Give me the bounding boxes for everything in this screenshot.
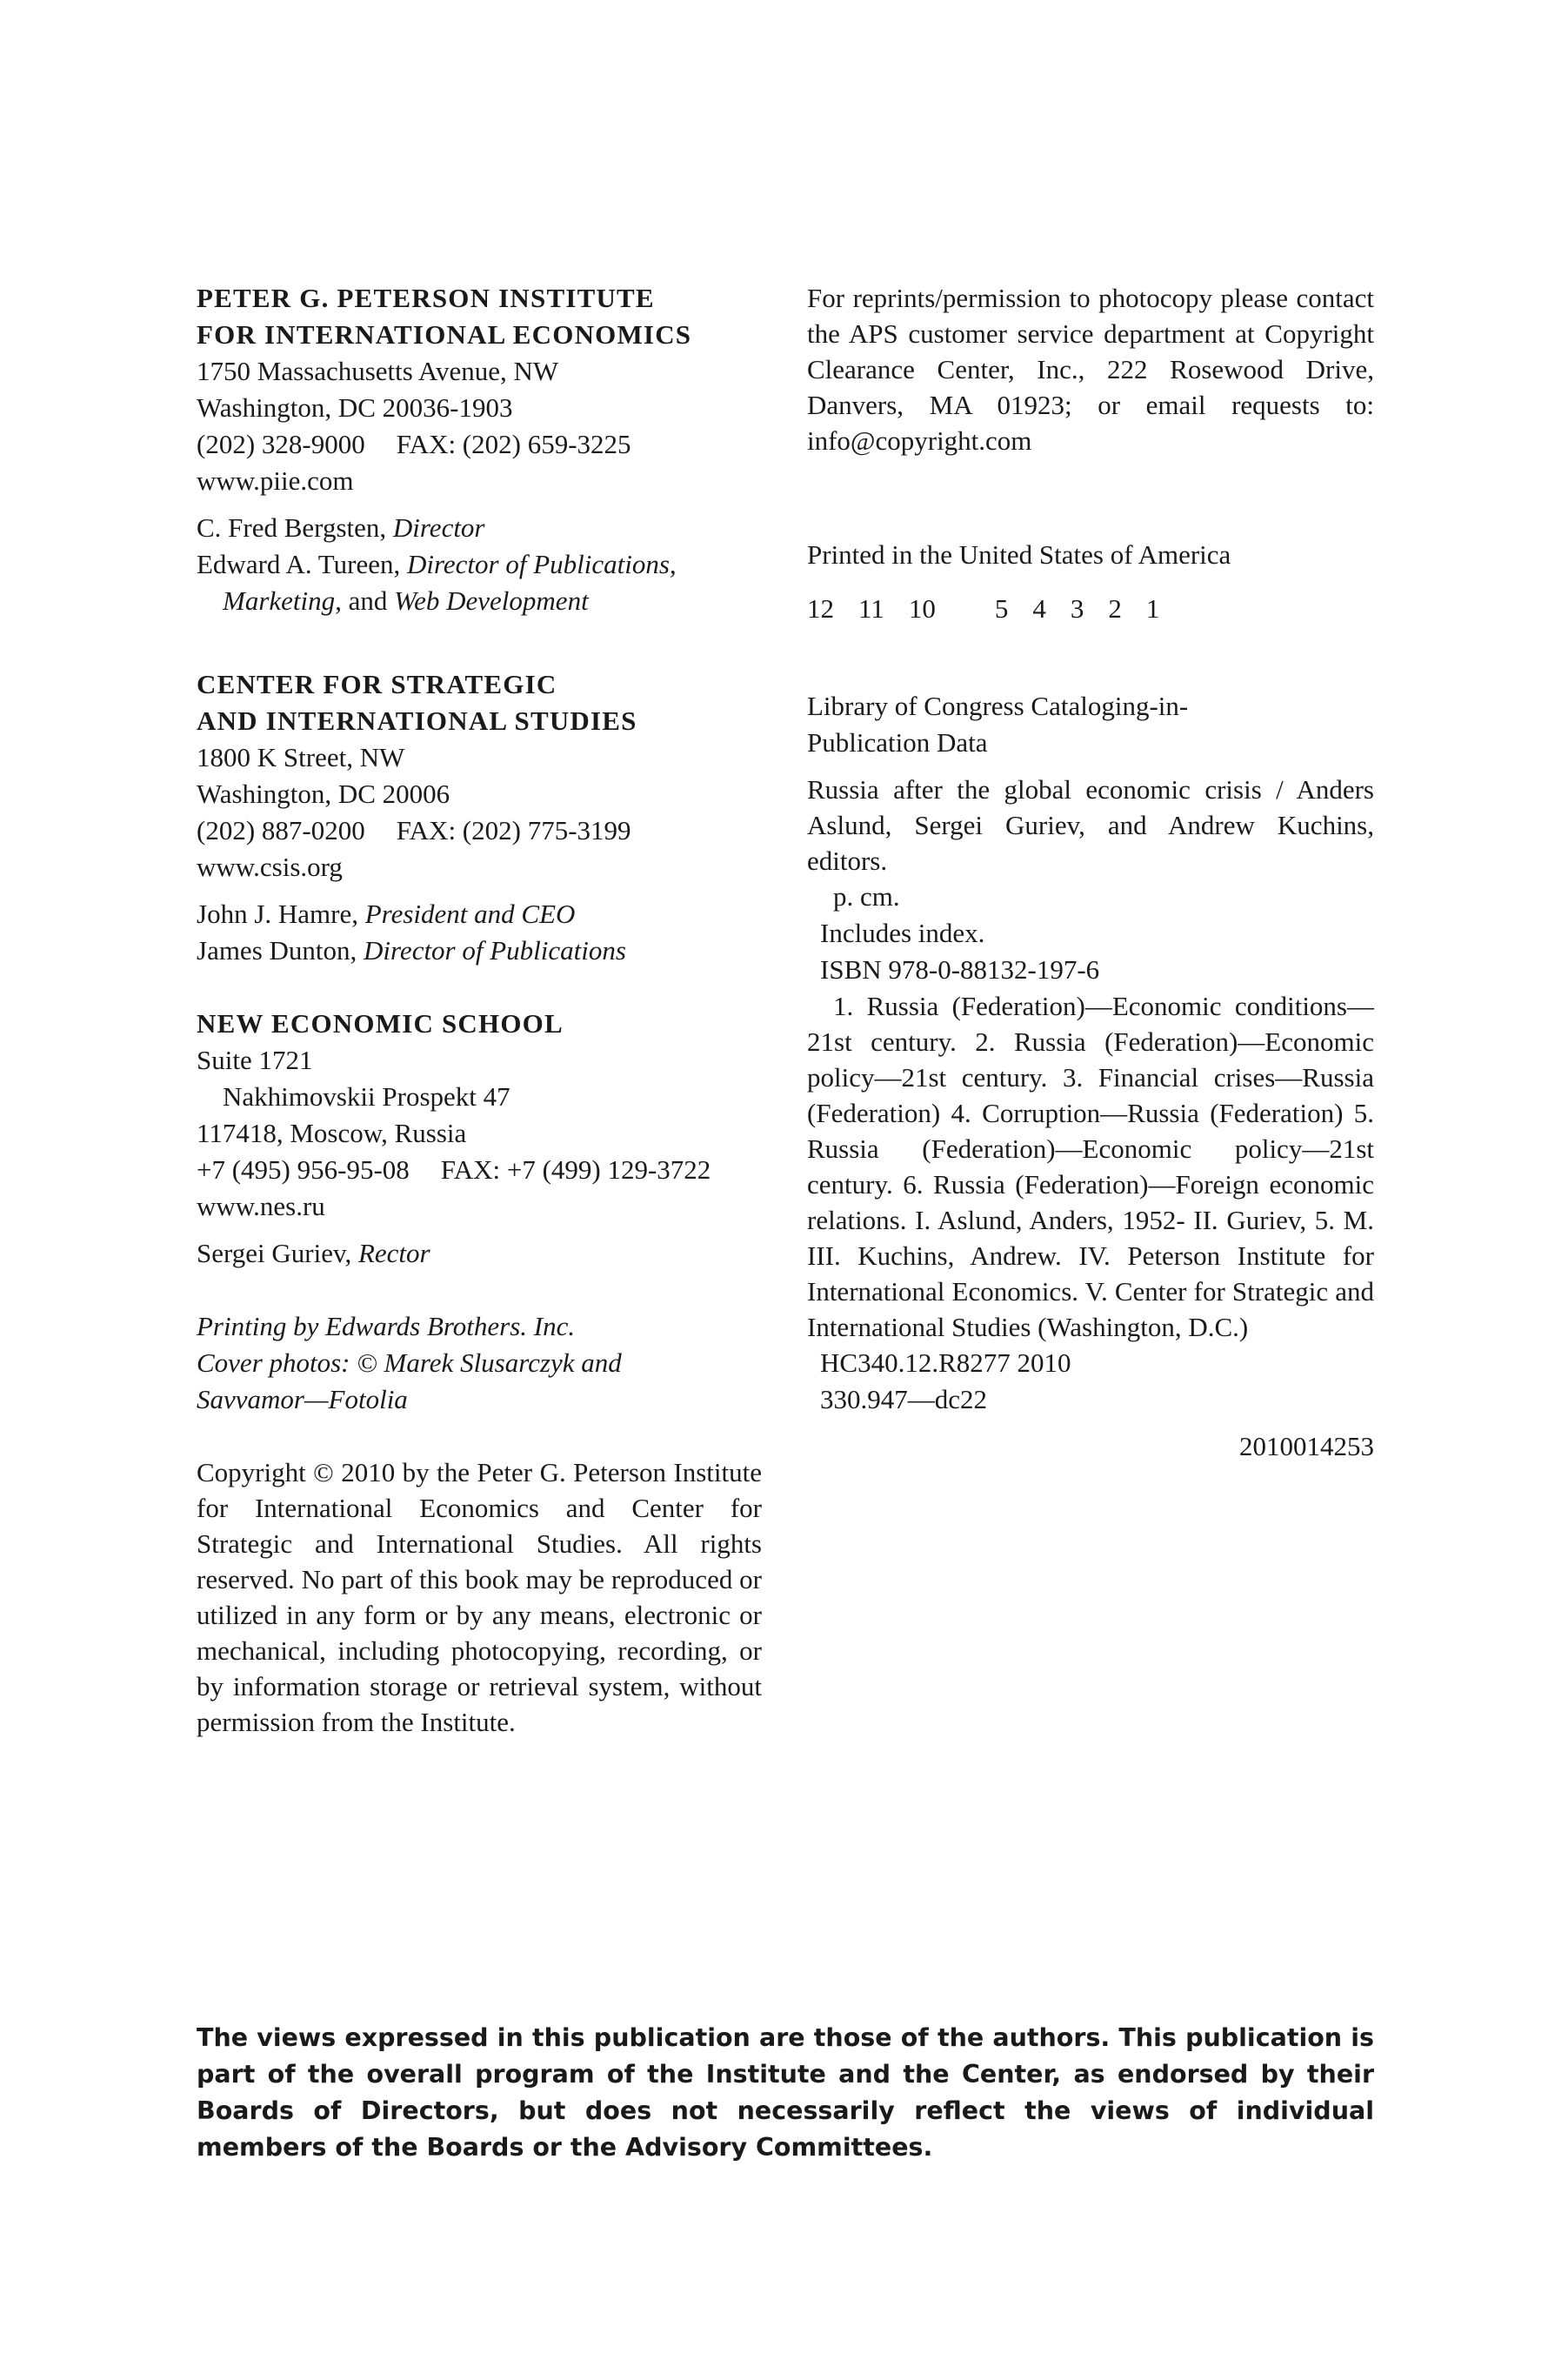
piie-name-line1: PETER G. PETERSON INSTITUTE <box>197 283 655 313</box>
csis-person1 <box>197 896 762 933</box>
right-column <box>807 280 1374 1465</box>
csis-phone: (202) 887-0200 <box>197 815 365 846</box>
printing-line2: Cover photos: © Marek Slusarczyk and <box>197 1347 622 1378</box>
csis-address2: Washington, DC 20006 <box>197 779 450 809</box>
piie-address1: 1750 Massachusetts Avenue, NW <box>197 356 559 386</box>
disclaimer-footer: The views expressed in this publication are those of the authors. This publication is part of the overall program of the Institute and the Center, as endorsed by their Boards of Directors, but does not necessarily reflect the views of individual members of the Boards or the Advisory Committees. <box>197 2023 1374 2162</box>
print-number: 4 <box>1032 593 1046 624</box>
piie-person2-and: and <box>348 585 388 616</box>
print-number: 11 <box>858 593 884 624</box>
nes-person1 <box>197 1235 762 1272</box>
cip-dewey: 330.947—dc22 <box>820 1384 988 1414</box>
piie-person2-cont <box>197 583 762 619</box>
print-number: 5 <box>994 593 1009 624</box>
cip-subjects: 1. Russia (Federation)—Economic conditions—21st century. 2. Russia (Federation)—Economic policy—21st century. 3. Financial crises—Russia (Federation) 4. Corruption—Russia (Federation) 5. Russia (Federation)—Economic policy—21st century. 6. Russia (Federation)—Foreign economic relations. I. Aslund, Anders, 1952- II. Guriev, 5. M. III. Kuchins, Andrew. IV. Peterson Institute for International Economics. V. Center for Strategic and International Studies (Washington, D.C.) <box>807 991 1374 1342</box>
cip-lc-call: HC340.12.R8277 2010 <box>820 1347 1071 1378</box>
piie-person2-title-c: Web Development <box>394 585 589 616</box>
print-number: 10 <box>908 593 936 624</box>
csis-person1-name: John J. Hamre, <box>197 899 358 929</box>
piie-person2-title-b: Marketing, <box>223 585 342 616</box>
piie-person1 <box>197 510 762 546</box>
csis-name-line1: CENTER FOR STRATEGIC <box>197 669 557 699</box>
csis-block <box>197 666 762 969</box>
piie-phone-fax <box>197 426 762 463</box>
csis-person2-title: Director of Publications <box>364 935 626 966</box>
reprints-notice: For reprints/permission to photocopy please contact the APS customer service department at Copyright Clearance Center, Inc., 222 Rosewood Drive, Danvers, MA 01923; or email requests to: info@copyright.com <box>807 283 1374 456</box>
nes-block <box>197 1006 762 1272</box>
piie-person1-title: Director <box>392 512 485 543</box>
left-column <box>197 280 762 1740</box>
copyright-notice: Copyright © 2010 by the Peter G. Peterson Institute for International Economics and Center for Strategic and International Studies. All rights reserved. No part of this book may be reproduced or utilized in any form or by any means, electronic or mechanical, including photocopying, recording, or by information storage or retrieval system, without permission from the Institute. <box>197 1457 762 1737</box>
csis-name-line2: AND INTERNATIONAL STUDIES <box>197 705 637 736</box>
csis-fax: FAX: (202) 775-3199 <box>396 815 631 846</box>
piie-fax: FAX: (202) 659-3225 <box>396 429 631 459</box>
piie-name-line2: FOR INTERNATIONAL ECONOMICS <box>197 319 692 350</box>
nes-address1: Suite 1721 <box>197 1045 313 1075</box>
nes-address3: 117418, Moscow, Russia <box>197 1118 467 1148</box>
piie-person2-name: Edward A. Tureen, <box>197 549 401 579</box>
nes-web: www.nes.ru <box>197 1191 325 1221</box>
piie-person2 <box>197 546 762 583</box>
nes-name: NEW ECONOMIC SCHOOL <box>197 1008 564 1039</box>
nes-phone-fax <box>197 1152 762 1188</box>
csis-phone-fax <box>197 812 762 849</box>
piie-person1-name: C. Fred Bergsten, <box>197 512 387 543</box>
piie-block <box>197 280 762 619</box>
printing-line1: Printing by Edwards Brothers. Inc. <box>197 1311 576 1341</box>
nes-address2: Nakhimovskii Prospekt 47 <box>223 1081 510 1112</box>
cip-block <box>807 688 1374 1465</box>
cip-lccn: 2010014253 <box>1239 1431 1374 1461</box>
nes-person1-title: Rector <box>357 1238 430 1268</box>
nes-fax: FAX: +7 (499) 129-3722 <box>440 1154 711 1185</box>
piie-address2: Washington, DC 20036-1903 <box>197 392 513 423</box>
cip-heading-line1: Library of Congress Cataloging-in- <box>807 691 1189 721</box>
printing-line3: Savvamor—Fotolia <box>197 1384 408 1414</box>
nes-phone: +7 (495) 956-95-08 <box>197 1154 410 1185</box>
cip-pcm: p. cm. <box>833 881 900 912</box>
piie-phone: (202) 328-9000 <box>197 429 365 459</box>
print-numbers <box>807 591 1374 627</box>
csis-address1: 1800 K Street, NW <box>197 742 405 772</box>
print-number: 1 <box>1145 593 1160 624</box>
print-number: 3 <box>1070 593 1084 624</box>
piie-person2-title-a: Director of Publications, <box>406 549 677 579</box>
printed-in: Printed in the United States of America <box>807 539 1231 570</box>
csis-person2-name: James Dunton, <box>197 935 357 966</box>
csis-person1-title: President and CEO <box>364 899 576 929</box>
cip-index: Includes index. <box>820 918 985 948</box>
cip-isbn: ISBN 978-0-88132-197-6 <box>820 954 1100 985</box>
print-number: 12 <box>807 593 834 624</box>
csis-web: www.csis.org <box>197 852 343 882</box>
nes-person1-name: Sergei Guriev, <box>197 1238 352 1268</box>
cip-heading-line2: Publication Data <box>807 727 988 758</box>
print-number: 2 <box>1108 593 1122 624</box>
cip-title-statement: Russia after the global economic crisis / Anders Aslund, Sergei Guriev, and Andrew Kuchins, editors. <box>807 774 1374 876</box>
piie-web: www.piie.com <box>197 465 354 496</box>
csis-person2 <box>197 933 762 969</box>
printing-credits <box>197 1308 762 1418</box>
